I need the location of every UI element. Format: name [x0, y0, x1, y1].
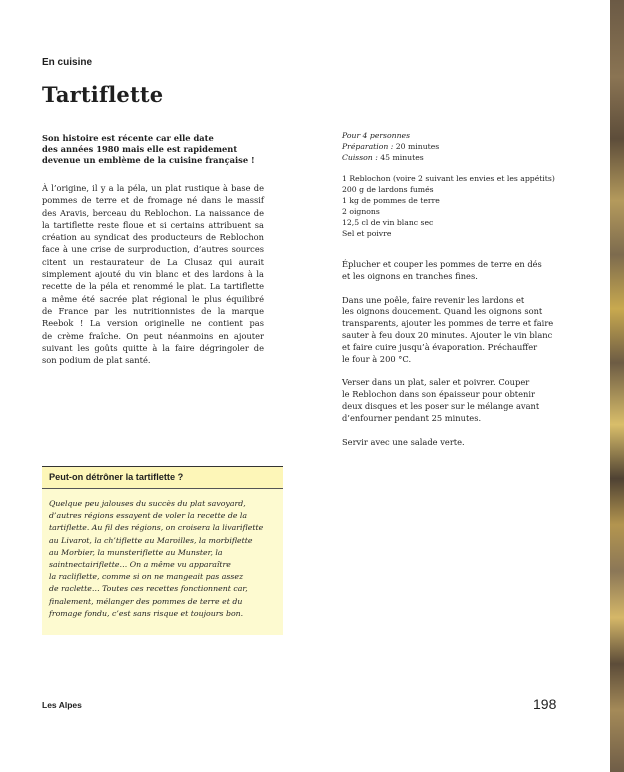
body-line: pommes de terre et de fromage né dans le massif [42, 195, 264, 206]
page-title: Tartiflette [42, 82, 164, 107]
recipe-step [342, 295, 553, 366]
callout-line: tartiflette. Au fil des régions, on croisera la livariflette [49, 523, 264, 533]
cook-time [342, 152, 439, 163]
recipe-meta [342, 130, 439, 163]
section-label: En cuisine [42, 57, 93, 68]
ingredient-item: Sel et poivre [342, 229, 392, 238]
callout-line: fromage fondu, c’est sans risque et toujours bon. [49, 608, 244, 618]
callout-line: au Morbier, la munsteriflette au Munster, la [49, 547, 223, 557]
step-line: transparents, ajouter les pommes de terre et faire [342, 318, 554, 329]
servings: Pour 4 personnes [342, 131, 411, 140]
body-line: recette de la péla et renommé le plat. La tartiflette [42, 281, 264, 292]
step-line: et les oignons en tranches fines. [342, 270, 478, 281]
callout-line: au Livarot, la ch’tiflette au Maroilles, la morbiflette [49, 535, 253, 545]
ingredient-item: 2 oignons [342, 207, 380, 216]
body-line: simplement ajouté du vin blanc et des lardons à la [42, 269, 264, 280]
step-line: d’enfourner pendant 25 minutes. [342, 412, 482, 423]
step-line: Éplucher et couper les pommes de terre en dés [342, 259, 542, 269]
body-line: son podium de plat santé. [42, 355, 151, 366]
history-paragraph [42, 182, 264, 366]
sidebar-box [42, 466, 283, 635]
callout-line: la racliflette, comme si on ne mangeait pas assez [49, 572, 244, 582]
body-line: de crème fraîche. On peut néanmoins en ajouter [42, 330, 264, 341]
sidebar-box-body [42, 489, 283, 620]
callout-line: d’autres régions essayent de voler la recette de la [49, 511, 248, 521]
step-line: deux disques et les poser sur le mélange avant [342, 400, 540, 411]
prep-label: Préparation : [342, 142, 396, 151]
recipe-step [342, 377, 553, 424]
body-line: a même été sacrée plat régional le plus équilibré [42, 293, 264, 304]
body-line: citent un restaurateur de La Clusaz qui aurait [42, 256, 264, 267]
step-line: sauter à feu doux 20 minutes. Ajouter le vin blanc [342, 329, 553, 340]
page-number: 198 [533, 696, 557, 712]
body-line: suivant les goûts quitte à la faire dégringoler de [42, 342, 264, 353]
body-line: face à une crise de surproduction, d’autres sources [42, 244, 264, 255]
body-line: des Aravis, berceau du Reblochon. La naissance de [42, 207, 264, 218]
chapter-footer: Les Alpes [42, 700, 82, 710]
ingredient-item: 200 g de lardons fumés [342, 185, 434, 194]
ingredient-list [342, 173, 555, 239]
prep-value: 20 minutes [395, 142, 440, 151]
food-photo-edge [610, 0, 624, 772]
ingredient-item: 12,5 cl de vin blanc sec [342, 218, 434, 227]
step-line: le Reblochon dans son épaisseur pour obtenir [342, 389, 535, 400]
step-line: les oignons doucement. Quand les oignons sont [342, 306, 543, 317]
step-line: Servir avec une salade verte. [342, 436, 465, 447]
cook-value: 45 minutes [380, 153, 424, 162]
intro-line: Son histoire est récente car elle date [42, 133, 214, 143]
callout-line: finalement, mélanger des pommes de terre et du [49, 596, 243, 606]
intro-line: des années 1980 mais elle est rapidement [42, 144, 238, 155]
step-line: le four à 200 °C. [342, 353, 412, 364]
recipe-steps [342, 259, 553, 460]
body-line: la tartiflette reste floue et si certains attribuent sa [42, 219, 264, 230]
ingredient-item: 1 kg de pommes de terre [342, 196, 440, 205]
step-line: et faire cuire jusqu’à évaporation. Préchauffer [342, 341, 538, 352]
body-line: de France par les nutritionnistes de la marque [42, 305, 264, 316]
prep-time [342, 141, 439, 152]
intro-paragraph [42, 133, 272, 167]
intro-line: devenue un emblème de la cuisine française ! [42, 155, 255, 166]
callout-line: de raclette… Toutes ces recettes fonctionnent car, [49, 584, 248, 594]
callout-line: saintnectairiflette… On a même vu apparaître [49, 560, 231, 570]
sidebar-box-title: Peut-on détrôner la tartiflette ? [42, 467, 283, 489]
ingredient-item: 1 Reblochon (voire 2 suivant les envies et les appétits) [342, 174, 555, 183]
step-line: Dans une poêle, faire revenir les lardons et [342, 294, 525, 305]
callout-line: Quelque peu jalouses du succès du plat savoyard, [49, 499, 246, 508]
step-line: Verser dans un plat, saler et poivrer. Couper [342, 377, 530, 388]
cook-label: Cuisson : [342, 153, 381, 162]
body-line: création au syndicat des producteurs de Reblochon [42, 232, 264, 243]
body-line: Reebok ! La version originelle ne contient pas [42, 318, 264, 329]
body-line: À l’origine, il y a la péla, un plat rustique à base de [42, 183, 264, 193]
recipe-step [342, 437, 553, 449]
recipe-step [342, 259, 553, 283]
